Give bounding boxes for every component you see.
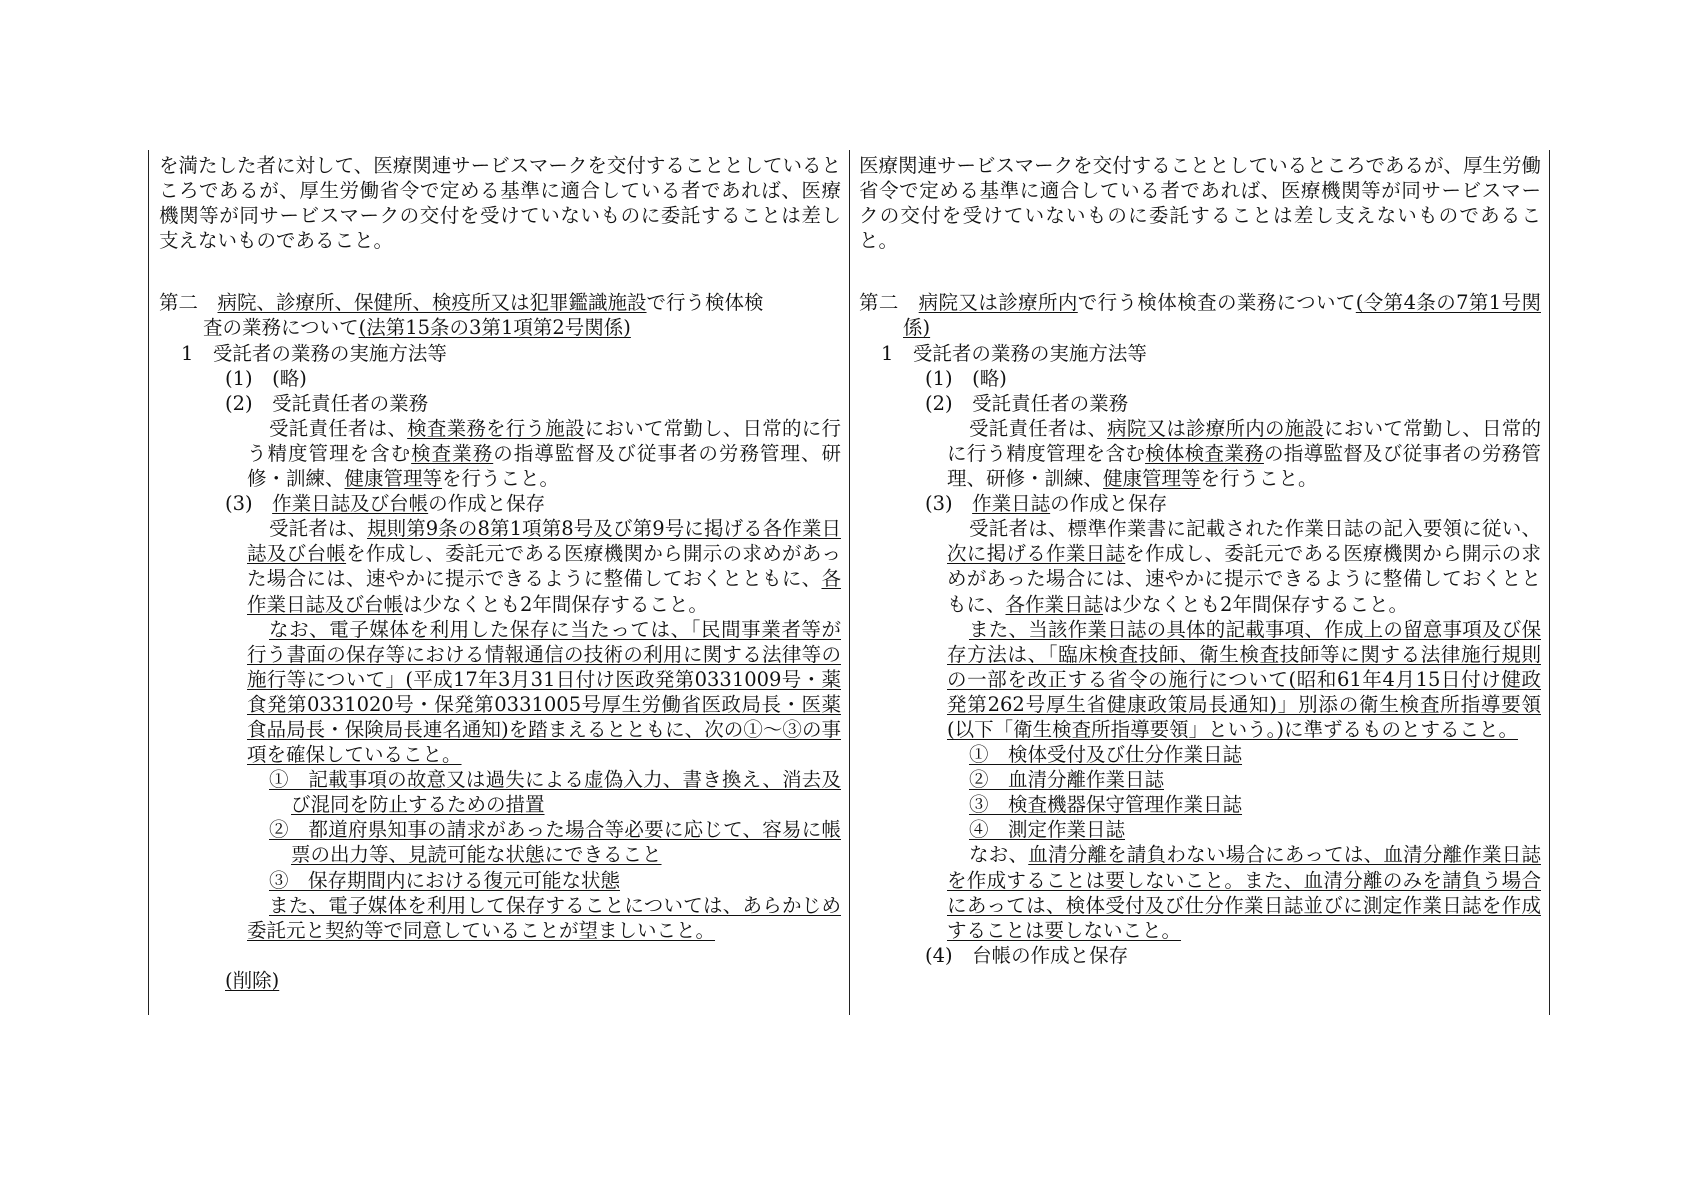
left-condition-1: ① 記載事項の故意又は過失による虚偽入力、書き換え、消去及び混同を防止するための措置 [269,768,841,817]
right-item-1-1: (1) (略) [925,366,1007,390]
left-item-1: 1 受託者の業務の実施方法等 [181,341,447,365]
left-paragraph-logs: 受託者は、規則第9条の8第1項第8号及び第9号に掲げる各作業日誌及び台帳を作成し、委託元である医療機関から開示の求めがあった場合には、速やかに提示できるように整備しておくとともに、各作業日誌及び台帳は少なくとも2年間保存すること。 [247,517,841,616]
left-intro: を満たした者に対して、医療関連サービスマークを交付することとしているところであるが、厚生労働省令で定める基準に適合している者であれば、医療機関等が同サービスマークの交付を受けていないものに委託することは差し支えないものであること。 [159,154,841,253]
left-item-1-2: (2) 受託責任者の業務 [225,391,429,415]
comparison-table [148,150,1550,1015]
right-log-4: ④ 測定作業日誌 [969,818,1126,842]
right-log-2: ② 血清分離作業日誌 [969,768,1165,792]
left-column [159,153,841,993]
right-item-1-3: (3) 作業日誌の作成と保存 [925,492,1168,516]
right-log-1: ① 検体受付及び仕分作業日誌 [969,743,1243,767]
left-deleted-note: (削除) [225,968,280,992]
right-log-3: ③ 検査機器保守管理作業日誌 [969,793,1243,817]
left-paragraph-consent: また、電子媒体を利用して保存することについては、あらかじめ委託元と契約等で同意していることが望ましいこと。 [247,893,841,942]
right-paragraph-responsible: 受託責任者は、病院又は診療所内の施設において常勤し、日常的に行う精度管理を含む検体検査業務の指導監督及び従事者の労務管理、研修・訓練、健康管理等を行うこと。 [947,416,1541,491]
left-paragraph-responsible: 受託責任者は、検査業務を行う施設において常勤し、日常的に行う精度管理を含む検査業務の指導監督及び従事者の労務管理、研修・訓練、健康管理等を行うこと。 [247,416,841,491]
column-divider [849,150,850,1015]
left-item-1-3: (3) 作業日誌及び台帳の作成と保存 [225,492,546,516]
right-section-heading: 第二 病院又は診療所内で行う検体検査の業務について(令第4条の7第1号関係) [859,291,1541,340]
left-paragraph-electronic: なお、電子媒体を利用した保存に当たっては、「民間事業者等が行う書面の保存等における情報通信の技術の利用に関する法律等の施行等について」(平成17年3月31日付け医政発第0331009号・薬食発第0331020号・保発第0331005号厚生労働省医政局長・医薬食品局長・保険局長連名通知)を踏まえるとともに、次の①～③の事項を確保していること。 [247,617,841,767]
right-item-1: 1 受託者の業務の実施方法等 [881,341,1147,365]
left-condition-3: ③ 保存期間内における復元可能な状態 [269,868,621,892]
right-paragraph-logs: 受託者は、標準作業書に記載された作業日誌の記入要領に従い、次に掲げる作業日誌を作成し、委託元である医療機関から開示の求めがあった場合には、速やかに提示できるように整備しておくとともに、各作業日誌は少なくとも2年間保存すること。 [947,517,1541,616]
right-paragraph-guidelines: また、当該作業日誌の具体的記載事項、作成上の留意事項及び保存方法は、「臨床検査技師、衛生検査技師等に関する法律施行規則の一部を改正する省令の施行について(昭和61年4月15日付け健政発第262号厚生省健康政策局長通知)」別添の衛生検査所指導要領(以下「衛生検査所指導要領」という。)に準ずるものとすること。 [947,617,1541,741]
right-item-1-2: (2) 受託責任者の業務 [925,391,1129,415]
left-section-heading: 第二 病院、診療所、保健所、検疫所又は犯罪鑑識施設で行う検体検 査の業務について(法第15条の3第1項第2号関係) [159,291,764,340]
right-column [859,153,1541,968]
right-paragraph-serum: なお、血清分離を請負わない場合にあっては、血清分離作業日誌を作成することは要しないこと。また、血清分離のみを請負う場合にあっては、検体受付及び仕分作業日誌並びに測定作業日誌を作成することは要しないこと。 [947,843,1541,942]
left-item-1-1: (1) (略) [225,366,307,390]
right-intro: 医療関連サービスマークを交付することとしているところであるが、厚生労働省令で定める基準に適合している者であれば、医療機関等が同サービスマークの交付を受けていないものに委託することは差し支えないものであること。 [859,154,1541,253]
left-condition-2: ② 都道府県知事の請求があった場合等必要に応じて、容易に帳票の出力等、見読可能な状態にできること [269,818,841,867]
right-item-1-4: (4) 台帳の作成と保存 [925,943,1129,967]
